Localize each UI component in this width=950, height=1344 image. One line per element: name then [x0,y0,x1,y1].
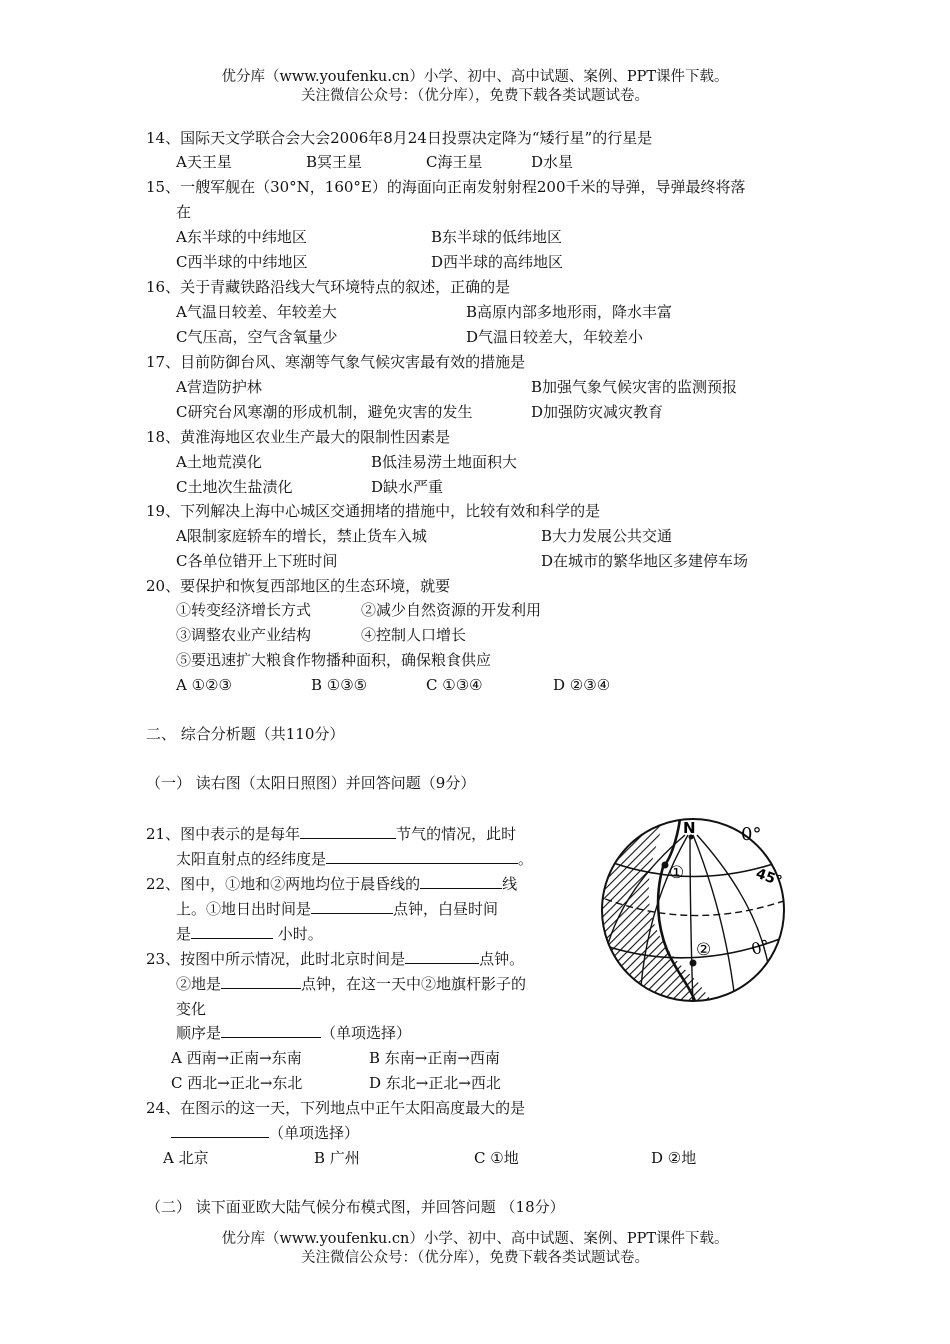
q20-item-1: ①转变经济增长方式 [176,601,312,619]
footer-line-2: 关注微信公众号：（优分库），免费下载各类试题试卷。 [301,1250,649,1266]
q22-text-2: 线 [502,875,518,893]
q19-option-c: C各单位错开上下班时间 [176,552,338,570]
latitude-0-top-label: 0° [741,824,762,845]
q14-option-c: C海王星 [426,153,483,171]
header-line-1: 优分库（www.youfenku.cn）小学、初中、高中试题、案例、PPT课件下载。 [221,69,729,85]
q18-option-c: C土地次生盐渍化 [176,478,293,496]
q18-option-d: D缺水严重 [371,478,444,496]
q16-option-a: A气温日较差、年较差大 [176,303,337,321]
q23-text-single-choice: （单项选择） [321,1024,412,1042]
point-2-dot [690,960,697,967]
point-2-label: ② [696,940,712,960]
q24-option-b: B 广州 [314,1149,360,1167]
q24-text-single-choice: （单项选择） [269,1124,360,1142]
part-1-title: （一） 读右图（太阳日照图）并回答问题（9分） [146,774,476,792]
q23-blank-local-time[interactable] [221,973,301,989]
q15-option-d: D西半球的高纬地区 [431,253,564,271]
q21-text-2: 节气的情况，此时 [396,825,517,843]
q15-stem-cont: 在 [176,203,192,221]
q19-option-a: A限制家庭轿车的增长，禁止货车入城 [176,527,427,545]
q23-option-a: A 西南→正南→东南 [171,1049,302,1067]
q18-option-a: A土地荒漠化 [176,453,262,471]
q14-stem: 14、国际天文学联合会大会2006年8月24日投票决定降为“矮行星”的行星是 [146,129,653,147]
q23-line-1 [146,948,524,970]
q20-stem: 20、要保护和恢复西部地区的生态环境，就要 [146,577,451,595]
point-1-dot [662,862,669,869]
q19-option-b: B大力发展公共交通 [541,527,673,545]
q15-option-b: B东半球的低纬地区 [431,228,563,246]
q20-item-3: ③调整农业产业结构 [176,626,312,644]
q22-text-5: 是 [176,925,192,943]
q22-text-6: 小时。 [273,925,323,943]
longitude-0-label: 0° [749,935,772,959]
latitude-45-label: 45° [753,865,784,890]
q16-option-c: C气压高，空气含氧量少 [176,328,338,346]
section-2-title: 二、 综合分析题（共110分） [146,725,345,743]
q21-text-4: 。 [518,850,534,868]
q22-line-1 [146,873,517,895]
q23-option-c: C 西北→正北→东北 [171,1074,303,1092]
q23-text-4: 点钟，在这一天中②地旗杆影子的 [301,975,527,993]
q23-text-3: ②地是 [176,975,222,993]
q24-option-c: C ①地 [474,1149,519,1167]
q20-option-b: B ①③⑤ [311,676,368,694]
q16-option-d: D气温日较差大，年较差小 [466,328,644,346]
q15-option-a: A东半球的中纬地区 [176,228,307,246]
q22-blank-sunrise-time[interactable] [311,898,393,914]
q18-option-b: B低洼易涝土地面积大 [371,453,518,471]
point-1-label: ① [669,863,685,883]
sunlight-globe-figure [585,815,805,1005]
q22-blank-daytime-length[interactable] [191,923,273,939]
q23-text-order: 顺序是 [176,1024,222,1042]
header-line-2: 关注微信公众号：（优分库），免费下载各类试题试卷。 [301,88,649,104]
globe-body [585,815,805,1005]
q23-blank-beijing-time[interactable] [405,948,479,964]
q23-text-1: 23、按图中所示情况，此时北京时间是 [146,950,406,968]
q23-line-4 [176,1022,411,1044]
q17-option-d: D加强防灾减灾教育 [531,403,664,421]
q21-blank-solar-term[interactable] [300,823,396,839]
q20-item-2: ②减少自然资源的开发利用 [361,601,542,619]
q20-option-c: C ①③④ [426,676,483,694]
q23-line-2 [176,973,526,995]
q14-option-d: D水星 [531,153,574,171]
q22-line-3 [176,923,323,945]
q21-line-1 [146,823,516,845]
q23-option-b: B 东南→正南→西南 [369,1049,500,1067]
part-2-title: （二） 读下面亚欧大陆气候分布模式图，并回答问题 （18分） [146,1198,565,1216]
q20-item-5: ⑤要迅速扩大粮食作物播种面积，确保粮食供应 [176,651,492,669]
q22-text-4: 点钟，白昼时间 [393,900,499,918]
q23-option-d: D 东北→正北→西北 [369,1074,501,1092]
q17-option-b: B加强气象气候灾害的监测预报 [531,378,738,396]
q21-blank-subsolar-point[interactable] [326,848,518,864]
q17-option-c: C研究台风寒潮的形成机制，避免灾害的发生 [176,403,473,421]
q20-item-4: ④控制人口增长 [361,626,467,644]
q24-blank-choice[interactable] [171,1122,269,1138]
q24-option-a: A 北京 [163,1149,209,1167]
q22-blank-line-type[interactable] [420,873,502,889]
q22-line-2 [176,898,498,920]
q14-option-a: A天王星 [176,153,232,171]
q18-stem: 18、黄淮海地区农业生产最大的限制性因素是 [146,428,451,446]
q23-blank-choice[interactable] [221,1022,321,1038]
q19-stem: 19、下列解决上海中心城区交通拥堵的措施中，比较有效和科学的是 [146,502,601,520]
q24-option-d: D ②地 [651,1149,697,1167]
q14-option-b: B冥王星 [306,153,363,171]
q15-stem: 15、一艘军舰在（30°N，160°E）的海面向正南发射射程200千米的导弹，导弹最终将落 [146,178,746,196]
q17-stem: 17、目前防御台风、寒潮等气象气候灾害最有效的措施是 [146,353,526,371]
q21-line-2 [176,848,533,870]
q24-stem: 24、在图示的这一天，下列地点中正午太阳高度最大的是 [146,1099,526,1117]
q21-text-3: 太阳直射点的经纬度是 [176,850,327,868]
q16-stem: 16、关于青藏铁路沿线大气环境特点的叙述，正确的是 [146,278,511,296]
q23-text-2: 点钟。 [479,950,525,968]
north-pole-label: N [683,819,696,837]
q23-text-change: 变化 [176,1000,207,1018]
q16-option-b: B高原内部多地形雨，降水丰富 [466,303,673,321]
q17-option-a: A营造防护林 [176,378,262,396]
q20-option-d: D ②③④ [553,676,611,694]
q19-option-d: D在城市的繁华地区多建停车场 [541,552,749,570]
q22-text-1: 22、图中，①地和②两地均位于晨昏线的 [146,875,421,893]
q24-line-2 [171,1122,359,1144]
q21-text-1: 21、图中表示的是每年 [146,825,301,843]
q22-text-3: 上。①地日出时间是 [176,900,312,918]
footer-line-1: 优分库（www.youfenku.cn）小学、初中、高中试题、案例、PPT课件下载。 [221,1231,729,1247]
q20-option-a: A ①②③ [176,676,232,694]
q15-option-c: C西半球的中纬地区 [176,253,308,271]
